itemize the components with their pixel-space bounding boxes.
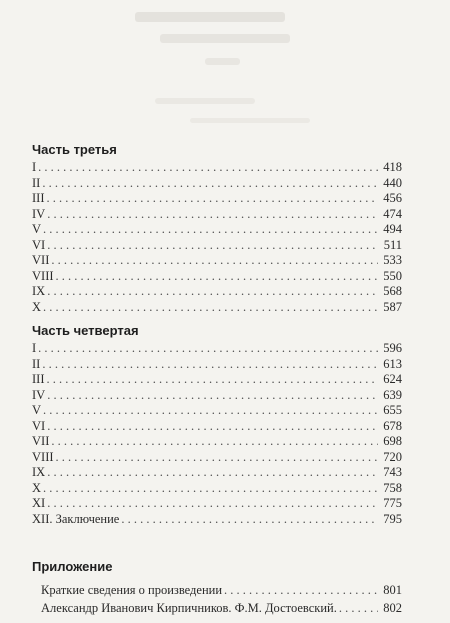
toc-entry[interactable] — [32, 450, 402, 466]
chapter-label: VIII — [32, 268, 54, 283]
page-number: 655 — [383, 403, 402, 417]
leader-dots — [47, 238, 378, 254]
toc-entry[interactable] — [32, 341, 402, 357]
page-number: 568 — [383, 284, 402, 298]
toc-entry[interactable] — [32, 481, 402, 497]
chapter-label: VII — [32, 434, 50, 448]
chapter-label: II — [32, 175, 41, 190]
page-number: 494 — [383, 222, 402, 236]
leader-dots — [47, 496, 378, 512]
entry-label: Краткие сведения о произведении — [41, 583, 223, 597]
toc-entry[interactable] — [32, 253, 402, 269]
page-number: 775 — [383, 496, 402, 510]
page-number: 418 — [383, 160, 402, 174]
toc-entry[interactable] — [32, 207, 402, 223]
chapter-label: II — [32, 356, 41, 371]
page-number: 456 — [383, 191, 402, 205]
page-number: 720 — [383, 449, 402, 464]
show-through-text — [0, 0, 450, 130]
toc-entry[interactable] — [32, 191, 402, 207]
page-number: 698 — [383, 434, 402, 448]
chapter-label: IX — [32, 465, 46, 479]
toc-entry[interactable] — [32, 269, 402, 285]
toc-entry[interactable] — [32, 419, 402, 435]
leader-dots — [38, 160, 378, 176]
leader-dots — [38, 341, 378, 357]
leader-dots — [43, 222, 378, 238]
leader-dots — [339, 599, 378, 617]
page-number: 511 — [383, 237, 402, 252]
leader-dots — [43, 300, 378, 316]
part-four — [32, 321, 402, 527]
chapter-label: VI — [32, 237, 46, 252]
chapter-label: VII — [32, 253, 50, 267]
chapter-label: X — [32, 480, 42, 495]
leader-dots — [42, 176, 378, 192]
chapter-label: V — [32, 222, 42, 236]
toc-entry[interactable] — [32, 160, 402, 176]
leader-dots — [47, 284, 378, 300]
chapter-label: XII. Заключение — [32, 511, 120, 526]
section-heading: Часть четвертая — [32, 323, 139, 338]
page-number: 678 — [383, 418, 402, 433]
toc-list — [32, 581, 402, 617]
leader-dots — [51, 434, 378, 450]
toc-entry[interactable] — [32, 599, 402, 617]
leader-dots — [47, 372, 379, 388]
toc-entry[interactable] — [32, 512, 402, 528]
page-number: 624 — [383, 372, 402, 386]
chapter-label: X — [32, 299, 42, 314]
toc-entry[interactable] — [32, 176, 402, 192]
leader-dots — [43, 481, 378, 497]
leader-dots — [47, 388, 378, 404]
toc-entry[interactable] — [32, 388, 402, 404]
appendix — [32, 557, 402, 617]
page-number: 550 — [383, 268, 402, 283]
leader-dots — [42, 357, 378, 373]
chapter-label: I — [32, 160, 37, 174]
chapter-label: IV — [32, 387, 46, 402]
leader-dots — [43, 403, 378, 419]
toc-entry[interactable] — [32, 581, 402, 599]
page-number: 440 — [383, 175, 402, 190]
page-number: 801 — [383, 583, 402, 597]
section-spacer — [32, 527, 402, 557]
chapter-label: I — [32, 341, 37, 355]
page-number: 758 — [383, 480, 402, 495]
toc-entry[interactable] — [32, 222, 402, 238]
page-number: 613 — [383, 356, 402, 371]
chapter-label: III — [32, 372, 45, 386]
leader-dots — [56, 269, 378, 285]
page-number: 474 — [383, 206, 402, 221]
toc-entry[interactable] — [32, 300, 402, 316]
page-number: 743 — [383, 465, 402, 479]
page-number: 639 — [383, 387, 402, 402]
chapter-label: IX — [32, 284, 46, 298]
toc-entry[interactable] — [32, 238, 402, 254]
toc-entry[interactable] — [32, 403, 402, 419]
leader-dots — [47, 191, 379, 207]
leader-dots — [47, 207, 378, 223]
leader-dots — [47, 465, 378, 481]
leader-dots — [56, 450, 378, 466]
toc-entry[interactable] — [32, 372, 402, 388]
leader-dots — [51, 253, 378, 269]
page-number: 587 — [383, 299, 402, 314]
chapter-label: XI — [32, 496, 46, 510]
toc-entry[interactable] — [32, 496, 402, 512]
page-number: 802 — [383, 601, 402, 615]
toc-entry[interactable] — [32, 284, 402, 300]
toc-entry[interactable] — [32, 465, 402, 481]
toc-entry[interactable] — [32, 434, 402, 450]
leader-dots — [121, 512, 378, 528]
section-heading: Часть третья — [32, 142, 117, 157]
entry-label: Александр Иванович Кирпичников. Ф.М. Достоевский. — [41, 601, 337, 615]
chapter-label: VIII — [32, 449, 54, 464]
page-number: 596 — [383, 341, 402, 355]
page-number: 795 — [383, 511, 402, 526]
page-number: 533 — [383, 253, 402, 267]
toc-entry[interactable] — [32, 357, 402, 373]
toc-list — [32, 160, 402, 315]
chapter-label: III — [32, 191, 45, 205]
chapter-label: V — [32, 403, 42, 417]
table-of-contents — [32, 140, 402, 617]
leader-dots — [47, 419, 378, 435]
section-heading: Приложение — [32, 559, 113, 574]
chapter-label: VI — [32, 418, 46, 433]
leader-dots — [224, 581, 378, 599]
toc-list — [32, 341, 402, 527]
chapter-label: IV — [32, 206, 46, 221]
part-three — [32, 140, 402, 315]
